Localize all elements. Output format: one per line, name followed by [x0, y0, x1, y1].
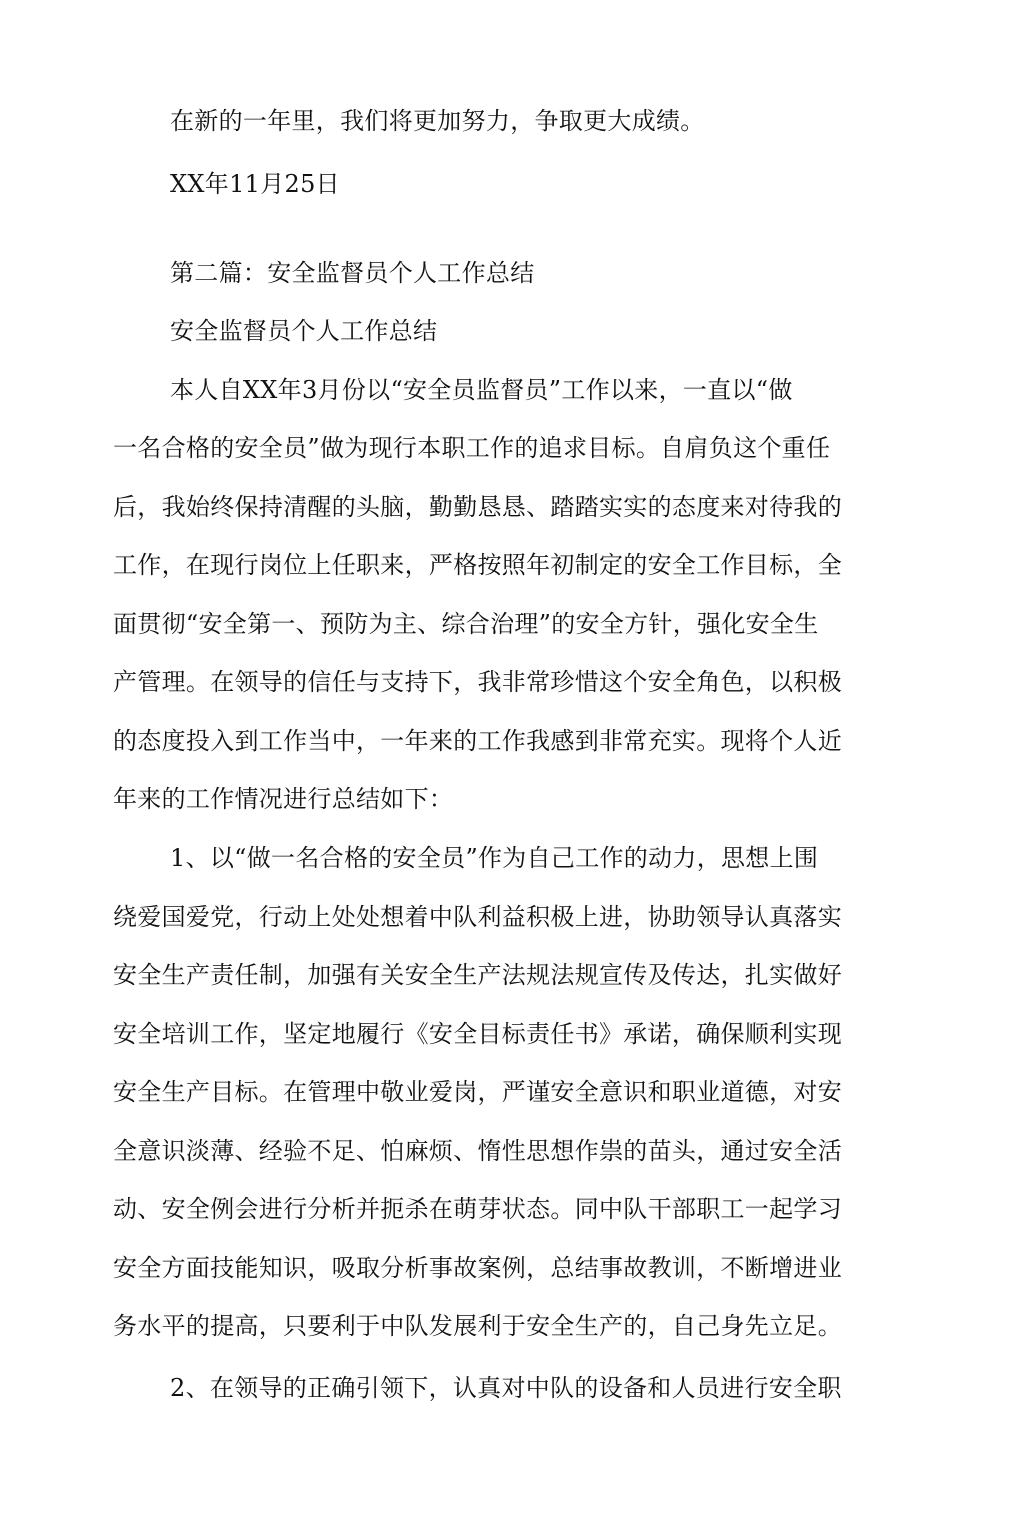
paragraph2-line: 安全生产目标。在管理中敬业爱岗，严谨安全意识和职业道德，对安 — [113, 1078, 842, 1106]
paragraph3-line: 2、在领导的正确引领下，认真对中队的设备和人员进行安全职 — [170, 1374, 842, 1402]
paragraph1-line: 工作，在现行岗位上任职来，严格按照年初制定的安全工作目标，全 — [113, 551, 842, 579]
paragraph1-line: 本人自XX年3月份以“安全员监督员”工作以来，一直以“做 — [170, 376, 793, 404]
paragraph1-line: 的态度投入到工作当中，一年来的工作我感到非常充实。现将个人近 — [113, 727, 842, 755]
paragraph1-line: 产管理。在领导的信任与支持下，我非常珍惜这个安全角色，以积极 — [113, 668, 842, 696]
closing-line: 在新的一年里，我们将更加努力，争取更大成绩。 — [170, 107, 705, 135]
paragraph2-line: 绕爱国爱党，行动上处处想着中队利益积极上进，协助领导认真落实 — [113, 903, 842, 931]
paragraph2-line: 1、以“做一名合格的安全员”作为自己工作的动力，思想上围 — [170, 844, 819, 872]
date-line: XX年11月25日 — [170, 170, 340, 198]
paragraph2-line: 务水平的提高，只要利于中队发展利于安全生产的，自己身先立足。 — [113, 1312, 842, 1340]
doc-title: 安全监督员个人工作总结 — [170, 317, 438, 345]
paragraph2-line: 安全生产责任制，加强有关安全生产法规法规宣传及传达，扎实做好 — [113, 961, 842, 989]
paragraph1-line: 年来的工作情况进行总结如下： — [113, 785, 454, 813]
paragraph1-line: 面贯彻“安全第一、预防为主、综合治理”的安全方针，强化安全生 — [113, 610, 819, 638]
paragraph2-line: 安全方面技能知识，吸取分析事故案例，总结事故教训，不断增进业 — [113, 1254, 842, 1282]
paragraph2-line: 全意识淡薄、经验不足、怕麻烦、惰性思想作祟的苗头，通过安全活 — [113, 1137, 842, 1165]
paragraph1-line: 一名合格的安全员”做为现行本职工作的追求目标。自肩负这个重任 — [113, 434, 831, 462]
section-heading: 第二篇：安全监督员个人工作总结 — [170, 259, 535, 287]
paragraph1-line: 后，我始终保持清醒的头脑，勤勤恳恳、踏踏实实的态度来对待我的 — [113, 493, 842, 521]
paragraph2-line: 安全培训工作，坚定地履行《安全目标责任书》承诺，确保顺利实现 — [113, 1020, 842, 1048]
paragraph2-line: 动、安全例会进行分析并扼杀在萌芽状态。同中队干部职工一起学习 — [113, 1195, 842, 1223]
